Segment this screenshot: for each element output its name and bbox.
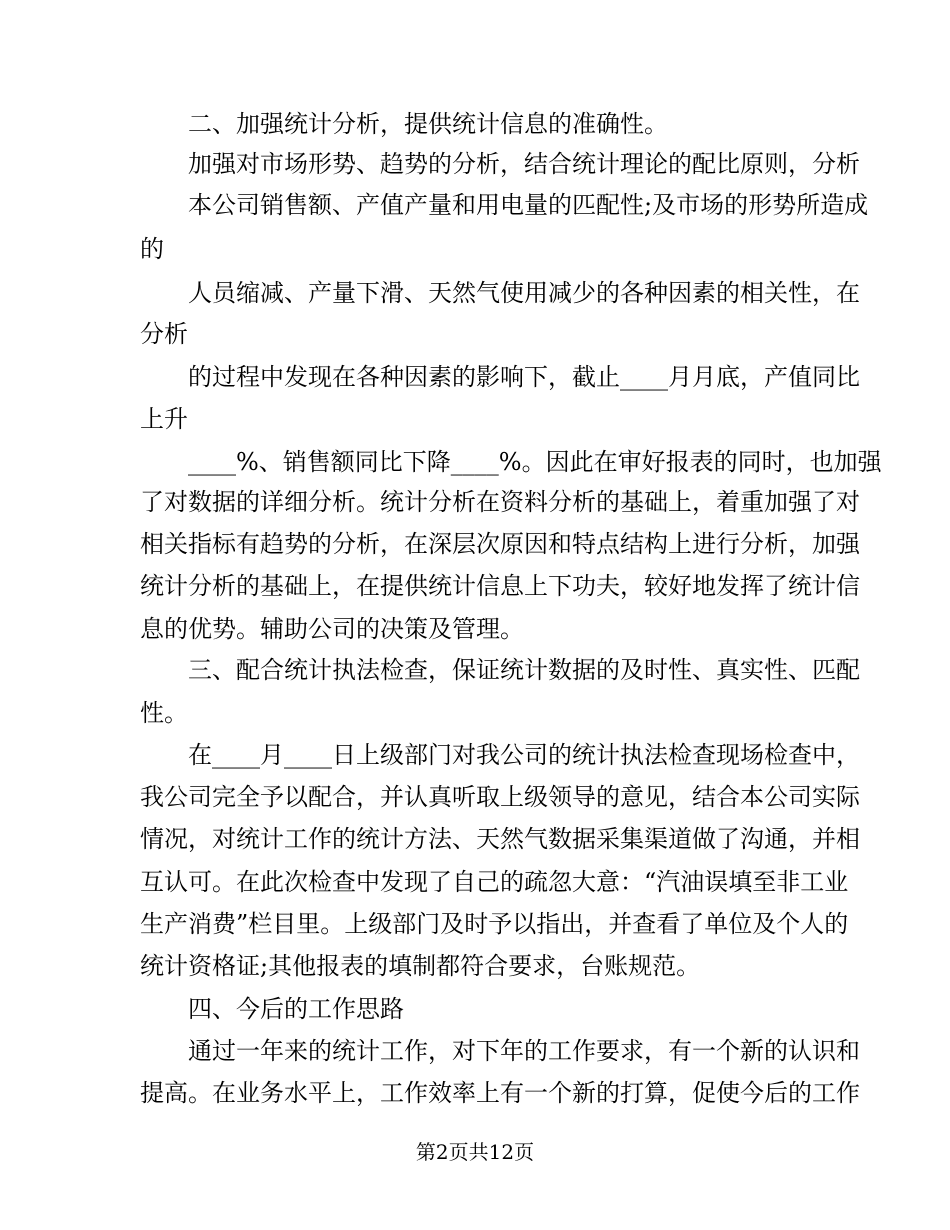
text-line-8: 上升 <box>140 405 188 433</box>
text-line-3: 本公司销售额、产值产量和用电量的匹配性;及市场的形势所造成 <box>188 191 869 219</box>
text-line-18: 情况，对统计工作的统计方法、天然气数据采集渠道做了沟通，并相 <box>140 825 860 853</box>
text-line-1: 二、加强统计分析，提供统计信息的准确性。 <box>188 110 668 138</box>
text-line-5: 人员缩减、产量下滑、天然气使用减少的各种因素的相关性，在 <box>188 279 860 307</box>
text-line-12: 统计分析的基础上，在提供统计信息上下功夫，较好地发挥了统计信 <box>140 572 860 600</box>
text-line-15: 性。 <box>140 699 188 727</box>
text-line-4: 的 <box>140 235 164 263</box>
text-line-13: 息的优势。辅助公司的决策及管理。 <box>140 615 524 643</box>
text-line-10: 了对数据的详细分析。统计分析在资料分析的基础上，着重加强了对 <box>140 488 860 516</box>
text-line-24: 提高。在业务水平上，工作效率上有一个新的打算，促使今后的工作 <box>140 1079 860 1107</box>
text-line-16: 在____月____日上级部门对我公司的统计执法检查现场检查中， <box>188 741 860 769</box>
text-line-2: 加强对市场形势、趋势的分析，结合统计理论的配比原则，分析 <box>188 150 860 178</box>
text-line-7: 的过程中发现在各种因素的影响下，截止____月月底，产值同比 <box>188 363 860 391</box>
text-line-11: 相关指标有趋势的分析，在深层次原因和特点结构上进行分析，加强 <box>140 530 860 558</box>
text-line-21: 统计资格证;其他报表的填制都符合要求，台账规范。 <box>140 952 701 980</box>
text-line-23: 通过一年来的统计工作，对下年的工作要求，有一个新的认识和 <box>188 1037 860 1065</box>
text-line-22: 四、今后的工作思路 <box>188 995 404 1023</box>
text-line-9: ____%、销售额同比下降____%。因此在审好报表的同时，也加强 <box>188 448 882 476</box>
text-line-20: 生产消费”栏目里。上级部门及时予以指出，并查看了单位及个人的 <box>140 910 849 938</box>
text-line-6: 分析 <box>140 320 188 348</box>
text-line-19: 互认可。在此次检查中发现了自己的疏忽大意：“汽油误填至非工业 <box>140 868 849 896</box>
page-number: 第2页共12页 <box>415 1140 535 1164</box>
text-line-17: 我公司完全予以配合，并认真听取上级领导的意见，结合本公司实际 <box>140 783 860 811</box>
text-line-14: 三、配合统计执法检查，保证统计数据的及时性、真实性、匹配 <box>188 656 860 684</box>
